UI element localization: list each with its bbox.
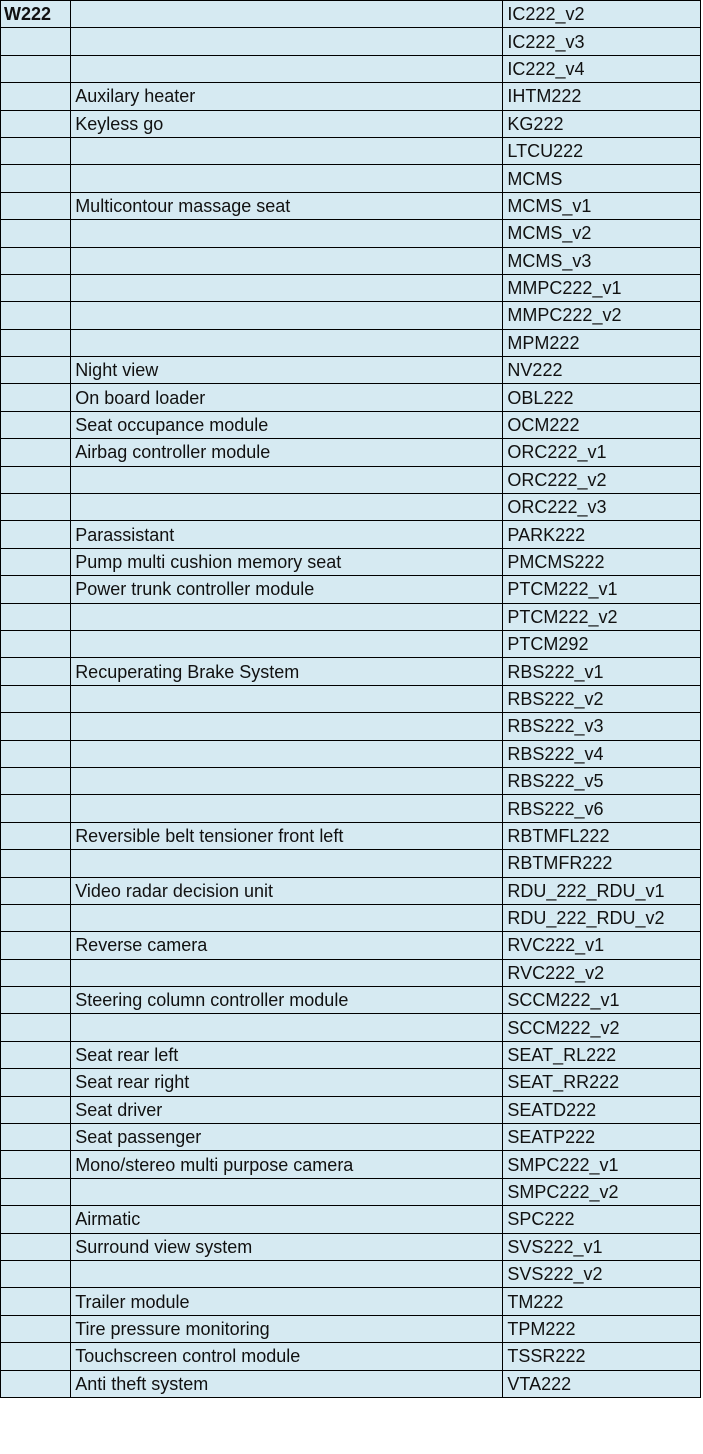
- cell-module-name[interactable]: [71, 685, 503, 712]
- cell-module-code[interactable]: RDU_222_RDU_v2: [503, 904, 701, 931]
- cell-vehicle[interactable]: [1, 877, 71, 904]
- table-row: [1, 767, 701, 794]
- cell-module-name[interactable]: [71, 466, 503, 493]
- cell-vehicle[interactable]: [1, 1288, 71, 1315]
- table-row: [1, 357, 701, 384]
- cell-module-name[interactable]: Multicontour massage seat: [71, 192, 503, 219]
- table-row: [1, 302, 701, 329]
- cell-module-code[interactable]: NV222: [503, 357, 701, 384]
- cell-module-code[interactable]: MCMS_v2: [503, 220, 701, 247]
- cell-module-code[interactable]: IC222_v2: [503, 1, 701, 28]
- cell-module-code[interactable]: TPM222: [503, 1315, 701, 1342]
- table-row: [1, 55, 701, 82]
- cell-module-name[interactable]: Trailer module: [71, 1288, 503, 1315]
- table-row: [1, 1096, 701, 1123]
- cell-vehicle[interactable]: [1, 713, 71, 740]
- cell-module-code[interactable]: SMPC222_v1: [503, 1151, 701, 1178]
- cell-vehicle[interactable]: [1, 850, 71, 877]
- cell-module-name[interactable]: Seat rear left: [71, 1041, 503, 1068]
- cell-module-name[interactable]: Seat driver: [71, 1096, 503, 1123]
- cell-vehicle[interactable]: [1, 1233, 71, 1260]
- table-row: [1, 1343, 701, 1370]
- cell-vehicle[interactable]: [1, 932, 71, 959]
- cell-module-code[interactable]: VTA222: [503, 1370, 701, 1397]
- cell-vehicle[interactable]: [1, 83, 71, 110]
- cell-module-code[interactable]: OCM222: [503, 411, 701, 438]
- table-row: [1, 1151, 701, 1178]
- cell-vehicle[interactable]: [1, 55, 71, 82]
- table-row: [1, 1315, 701, 1342]
- cell-module-name[interactable]: [71, 959, 503, 986]
- cell-module-name[interactable]: Anti theft system: [71, 1370, 503, 1397]
- table-row: [1, 411, 701, 438]
- cell-module-code[interactable]: PTCM222_v2: [503, 603, 701, 630]
- cell-vehicle[interactable]: [1, 274, 71, 301]
- cell-vehicle[interactable]: [1, 521, 71, 548]
- cell-vehicle[interactable]: [1, 548, 71, 575]
- table-row: [1, 987, 701, 1014]
- table-row: [1, 904, 701, 931]
- cell-vehicle[interactable]: [1, 1041, 71, 1068]
- cell-vehicle[interactable]: [1, 357, 71, 384]
- cell-vehicle[interactable]: [1, 28, 71, 55]
- cell-module-code[interactable]: RBS222_v2: [503, 685, 701, 712]
- table-row: [1, 1206, 701, 1233]
- cell-module-name[interactable]: Seat occupance module: [71, 411, 503, 438]
- table-row: [1, 1288, 701, 1315]
- table-row: [1, 1041, 701, 1068]
- cell-vehicle[interactable]: [1, 1260, 71, 1287]
- table-row: [1, 713, 701, 740]
- cell-module-code[interactable]: TM222: [503, 1288, 701, 1315]
- table-row: [1, 658, 701, 685]
- cell-module-name[interactable]: Recuperating Brake System: [71, 658, 503, 685]
- cell-vehicle[interactable]: [1, 494, 71, 521]
- cell-vehicle[interactable]: [1, 603, 71, 630]
- cell-vehicle[interactable]: [1, 247, 71, 274]
- cell-module-name[interactable]: Surround view system: [71, 1233, 503, 1260]
- cell-module-code[interactable]: KG222: [503, 110, 701, 137]
- cell-module-code[interactable]: MCMS: [503, 165, 701, 192]
- cell-module-name[interactable]: Auxilary heater: [71, 83, 503, 110]
- cell-module-name[interactable]: Video radar decision unit: [71, 877, 503, 904]
- table-row: [1, 603, 701, 630]
- cell-module-name[interactable]: [71, 274, 503, 301]
- table-row: [1, 795, 701, 822]
- cell-module-code[interactable]: SCCM222_v2: [503, 1014, 701, 1041]
- table-row: [1, 466, 701, 493]
- cell-module-code[interactable]: SVS222_v1: [503, 1233, 701, 1260]
- cell-vehicle[interactable]: [1, 685, 71, 712]
- cell-vehicle[interactable]: [1, 411, 71, 438]
- cell-vehicle[interactable]: [1, 302, 71, 329]
- cell-module-code[interactable]: ORC222_v1: [503, 439, 701, 466]
- cell-module-name[interactable]: [71, 55, 503, 82]
- table-row: [1, 630, 701, 657]
- cell-module-code[interactable]: IC222_v4: [503, 55, 701, 82]
- cell-vehicle[interactable]: [1, 767, 71, 794]
- cell-module-code[interactable]: RBS222_v6: [503, 795, 701, 822]
- cell-module-code[interactable]: MPM222: [503, 329, 701, 356]
- cell-module-code[interactable]: SPC222: [503, 1206, 701, 1233]
- cell-vehicle[interactable]: [1, 220, 71, 247]
- cell-module-name[interactable]: Reversible belt tensioner front left: [71, 822, 503, 849]
- table-row: [1, 274, 701, 301]
- table-row: [1, 384, 701, 411]
- cell-vehicle[interactable]: [1, 1315, 71, 1342]
- cell-module-name[interactable]: Mono/stereo multi purpose camera: [71, 1151, 503, 1178]
- cell-module-code[interactable]: MCMS_v3: [503, 247, 701, 274]
- cell-module-code[interactable]: RVC222_v2: [503, 959, 701, 986]
- table-row: [1, 1233, 701, 1260]
- table-row: [1, 822, 701, 849]
- cell-module-name[interactable]: Keyless go: [71, 110, 503, 137]
- table-row: [1, 1178, 701, 1205]
- table-row: [1, 1069, 701, 1096]
- table-row: [1, 548, 701, 575]
- spreadsheet-body: [1, 1, 701, 1398]
- cell-module-code[interactable]: RBS222_v3: [503, 713, 701, 740]
- cell-module-name[interactable]: [71, 630, 503, 657]
- table-row: [1, 247, 701, 274]
- table-row: [1, 685, 701, 712]
- table-row: [1, 877, 701, 904]
- table-row: [1, 521, 701, 548]
- cell-module-code[interactable]: RBS222_v1: [503, 658, 701, 685]
- cell-module-name[interactable]: Reverse camera: [71, 932, 503, 959]
- cell-module-name[interactable]: [71, 329, 503, 356]
- table-row: [1, 494, 701, 521]
- cell-vehicle[interactable]: [1, 795, 71, 822]
- cell-module-code[interactable]: SCCM222_v1: [503, 987, 701, 1014]
- table-row: [1, 83, 701, 110]
- cell-module-name[interactable]: Seat rear right: [71, 1069, 503, 1096]
- cell-module-name[interactable]: [71, 302, 503, 329]
- cell-module-code[interactable]: RDU_222_RDU_v1: [503, 877, 701, 904]
- cell-vehicle[interactable]: [1, 1206, 71, 1233]
- table-row: [1, 220, 701, 247]
- cell-module-code[interactable]: RBS222_v4: [503, 740, 701, 767]
- cell-vehicle[interactable]: [1, 1343, 71, 1370]
- cell-module-code[interactable]: SEATD222: [503, 1096, 701, 1123]
- cell-module-name[interactable]: [71, 1178, 503, 1205]
- cell-module-code[interactable]: SMPC222_v2: [503, 1178, 701, 1205]
- cell-module-name[interactable]: Steering column controller module: [71, 987, 503, 1014]
- cell-vehicle[interactable]: [1, 630, 71, 657]
- cell-module-name[interactable]: [71, 1260, 503, 1287]
- table-row: [1, 192, 701, 219]
- cell-module-name[interactable]: [71, 137, 503, 164]
- table-row: [1, 576, 701, 603]
- cell-vehicle[interactable]: [1, 1370, 71, 1397]
- cell-vehicle[interactable]: [1, 1124, 71, 1151]
- cell-module-code[interactable]: PMCMS222: [503, 548, 701, 575]
- cell-module-name[interactable]: Power trunk controller module: [71, 576, 503, 603]
- cell-module-name[interactable]: [71, 850, 503, 877]
- cell-module-name[interactable]: [71, 795, 503, 822]
- cell-vehicle[interactable]: [1, 110, 71, 137]
- cell-vehicle[interactable]: [1, 165, 71, 192]
- cell-vehicle[interactable]: [1, 329, 71, 356]
- table-row: [1, 165, 701, 192]
- cell-module-code[interactable]: IHTM222: [503, 83, 701, 110]
- cell-module-code[interactable]: ORC222_v2: [503, 466, 701, 493]
- cell-module-code[interactable]: SEAT_RL222: [503, 1041, 701, 1068]
- cell-module-code[interactable]: OBL222: [503, 384, 701, 411]
- cell-module-code[interactable]: LTCU222: [503, 137, 701, 164]
- cell-module-name[interactable]: [71, 904, 503, 931]
- cell-module-name[interactable]: Airmatic: [71, 1206, 503, 1233]
- cell-module-name[interactable]: [71, 740, 503, 767]
- cell-module-code[interactable]: SEATP222: [503, 1124, 701, 1151]
- table-row: [1, 439, 701, 466]
- cell-vehicle[interactable]: [1, 1096, 71, 1123]
- cell-module-code[interactable]: MMPC222_v1: [503, 274, 701, 301]
- cell-module-name[interactable]: Touchscreen control module: [71, 1343, 503, 1370]
- cell-vehicle[interactable]: [1, 1178, 71, 1205]
- cell-module-name[interactable]: Airbag controller module: [71, 439, 503, 466]
- table-row: [1, 1, 701, 28]
- cell-module-name[interactable]: Tire pressure monitoring: [71, 1315, 503, 1342]
- cell-module-code[interactable]: RVC222_v1: [503, 932, 701, 959]
- cell-module-code[interactable]: MCMS_v1: [503, 192, 701, 219]
- cell-module-code[interactable]: SEAT_RR222: [503, 1069, 701, 1096]
- cell-module-name[interactable]: [71, 603, 503, 630]
- cell-module-name[interactable]: On board loader: [71, 384, 503, 411]
- cell-vehicle[interactable]: [1, 1014, 71, 1041]
- cell-vehicle[interactable]: [1, 439, 71, 466]
- cell-module-code[interactable]: PTCM222_v1: [503, 576, 701, 603]
- cell-vehicle[interactable]: [1, 466, 71, 493]
- cell-vehicle[interactable]: [1, 822, 71, 849]
- table-row: [1, 1014, 701, 1041]
- cell-module-name[interactable]: [71, 28, 503, 55]
- cell-module-code[interactable]: RBTMFL222: [503, 822, 701, 849]
- cell-vehicle[interactable]: W222: [1, 1, 71, 28]
- cell-module-name[interactable]: [71, 165, 503, 192]
- cell-module-name[interactable]: Parassistant: [71, 521, 503, 548]
- cell-vehicle[interactable]: [1, 987, 71, 1014]
- cell-vehicle[interactable]: [1, 740, 71, 767]
- table-row: [1, 110, 701, 137]
- table-row: [1, 28, 701, 55]
- cell-vehicle[interactable]: [1, 576, 71, 603]
- cell-module-code[interactable]: PTCM292: [503, 630, 701, 657]
- cell-module-code[interactable]: TSSR222: [503, 1343, 701, 1370]
- cell-vehicle[interactable]: [1, 959, 71, 986]
- table-row: [1, 329, 701, 356]
- table-row: [1, 137, 701, 164]
- cell-module-code[interactable]: RBS222_v5: [503, 767, 701, 794]
- cell-module-name[interactable]: Seat passenger: [71, 1124, 503, 1151]
- cell-vehicle[interactable]: [1, 384, 71, 411]
- cell-module-code[interactable]: ORC222_v3: [503, 494, 701, 521]
- table-row: [1, 959, 701, 986]
- table-row: [1, 740, 701, 767]
- cell-vehicle[interactable]: [1, 904, 71, 931]
- cell-vehicle[interactable]: [1, 137, 71, 164]
- cell-module-name[interactable]: [71, 713, 503, 740]
- table-row: [1, 932, 701, 959]
- table-row: [1, 1124, 701, 1151]
- cell-module-code[interactable]: SVS222_v2: [503, 1260, 701, 1287]
- cell-vehicle[interactable]: [1, 658, 71, 685]
- cell-module-code[interactable]: PARK222: [503, 521, 701, 548]
- cell-module-name[interactable]: [71, 494, 503, 521]
- cell-module-name[interactable]: [71, 247, 503, 274]
- cell-module-name[interactable]: [71, 1014, 503, 1041]
- cell-module-name[interactable]: [71, 220, 503, 247]
- cell-module-name[interactable]: [71, 1, 503, 28]
- cell-vehicle[interactable]: [1, 192, 71, 219]
- cell-module-name[interactable]: Night view: [71, 357, 503, 384]
- cell-module-code[interactable]: MMPC222_v2: [503, 302, 701, 329]
- table-row: [1, 850, 701, 877]
- cell-module-code[interactable]: RBTMFR222: [503, 850, 701, 877]
- cell-module-code[interactable]: IC222_v3: [503, 28, 701, 55]
- table-row: [1, 1260, 701, 1287]
- cell-module-name[interactable]: Pump multi cushion memory seat: [71, 548, 503, 575]
- cell-module-name[interactable]: [71, 767, 503, 794]
- cell-vehicle[interactable]: [1, 1069, 71, 1096]
- table-row: [1, 1370, 701, 1397]
- cell-vehicle[interactable]: [1, 1151, 71, 1178]
